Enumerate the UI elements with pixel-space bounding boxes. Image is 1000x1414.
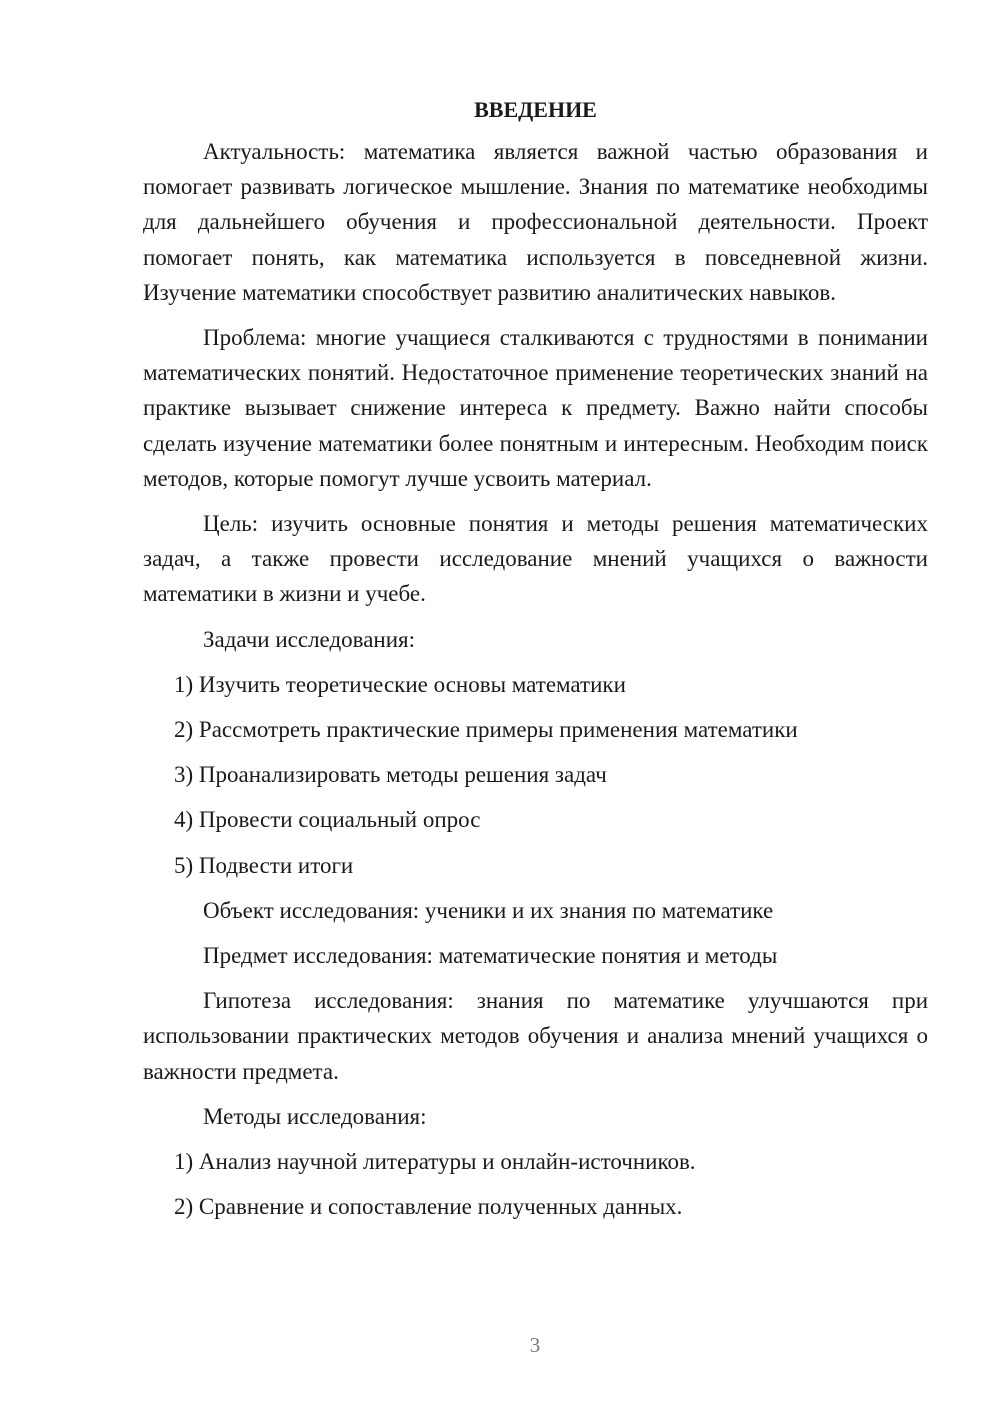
method-item: 1) Анализ научной литературы и онлайн-источников. [174,1149,696,1175]
goal-paragraph: Цель: изучить основные понятия и методы решения математических задач, а также провести исследование мнений учащихся о важности математики в жизни и учебе. [143,511,928,607]
page-number: 3 [529,1333,541,1357]
relevance-paragraph: Актуальность: математика является важной частью образования и помогает развивать логическое мышление. Знания по математике необходимы для дальнейшего обучения и профессиональной деятельности. Проект помогает понять, как математика используется в повседневной жизни. Изучение математики способствует развитию аналитических навыков. [143,139,928,305]
task-item: 5) Подвести итоги [174,852,354,878]
methods-heading: Методы исследования: [203,1103,427,1129]
hypothesis-paragraph: Гипотеза исследования: знания по математике улучшаются при использовании практических методов обучения и анализа мнений учащихся о важности предмета. [143,988,928,1084]
section-title: ВВЕДЕНИЕ [474,97,597,122]
task-item: 3) Проанализировать методы решения задач [174,762,607,788]
document-body [143,92,928,1234]
research-object: Объект исследования: ученики и их знания по математике [203,897,774,923]
research-subject: Предмет исследования: математические понятия и методы [203,943,778,969]
tasks-heading: Задачи исследования: [203,626,416,652]
task-item: 2) Рассмотреть практические примеры применения математики [174,717,798,743]
method-item: 2) Сравнение и сопоставление полученных данных. [174,1194,683,1220]
problem-paragraph: Проблема: многие учащиеся сталкиваются с трудностями в понимании математических понятий. Недостаточное применение теоретических знаний на практике вызывает снижение интереса к предмету. Важно найти способы сделать изучение математики более понятным и интересным. Необходим поиск методов, которые помогут лучше усвоить материал. [143,325,928,491]
task-item: 1) Изучить теоретические основы математики [174,671,626,697]
task-item: 4) Провести социальный опрос [174,807,481,833]
